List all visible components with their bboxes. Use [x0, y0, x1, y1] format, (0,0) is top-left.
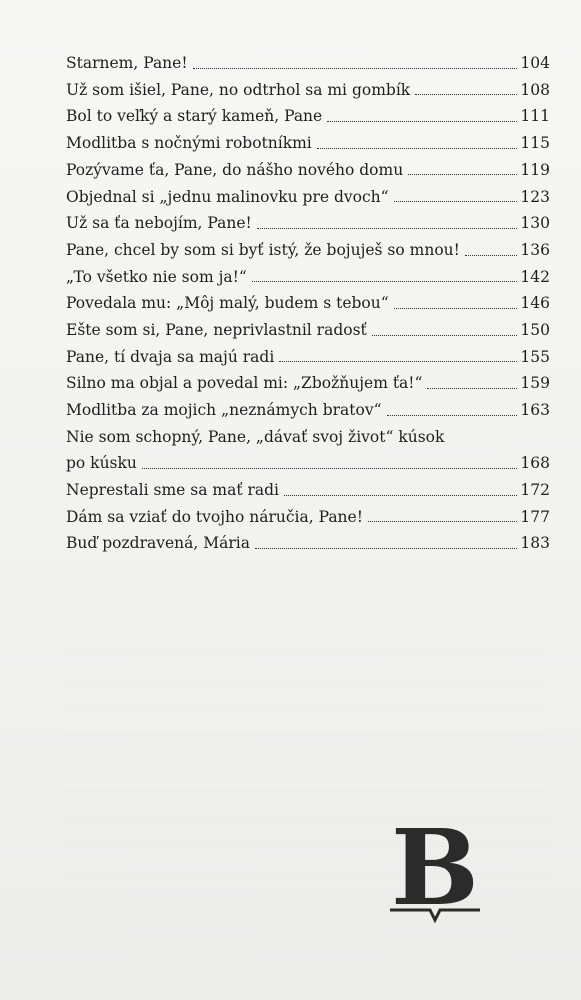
toc-entry-page: 150 [520, 320, 550, 339]
publisher-logo-icon [380, 812, 490, 932]
toc-entry-title: Pane, chcel by som si byť istý, že bojuješ so mnou! [66, 240, 460, 259]
toc-entry [66, 179, 550, 206]
dot-leader [193, 68, 518, 69]
toc-entry-page: 177 [520, 507, 550, 526]
toc-entry [66, 526, 550, 553]
dot-leader [257, 228, 518, 229]
toc-entry-title: Modlitba za mojich „neznámych bratov“ [66, 401, 382, 420]
toc-entry-title: Pane, tí dvaja sa majú radi [66, 347, 275, 366]
dot-leader [279, 361, 517, 362]
toc-entry-page: 155 [520, 347, 550, 366]
toc-entry [66, 126, 550, 153]
logo-letter: B [391, 812, 479, 929]
toc-entry-page: 172 [520, 481, 550, 500]
toc-entry-page: 159 [520, 374, 550, 393]
table-of-contents [66, 46, 550, 553]
toc-entry [66, 473, 550, 500]
dot-leader [284, 495, 517, 496]
toc-entry-title: Silno ma objal a povedal mi: „Zbožňujem ťa!“ [66, 374, 423, 393]
toc-entry-title-continued: po kúsku [66, 454, 137, 473]
toc-entry-title: Nie som schopný, Pane, „dávať svoj život“ kúsok [66, 427, 445, 446]
dot-leader [317, 148, 518, 149]
toc-entry [66, 153, 550, 180]
toc-entry-title: Ešte som si, Pane, neprivlastnil radosť [66, 320, 367, 339]
toc-entry-page: 111 [520, 107, 550, 126]
dot-leader [427, 388, 517, 389]
toc-entry [66, 313, 550, 340]
toc-entry-title: Povedala mu: „Môj malý, budem s tebou“ [66, 294, 389, 313]
toc-entry-page: 123 [520, 187, 550, 206]
toc-entry-page: 115 [520, 134, 550, 153]
toc-entry-page: 119 [520, 160, 550, 179]
dot-leader [372, 335, 518, 336]
dot-leader [415, 94, 517, 95]
toc-entry-title: Už sa ťa nebojím, Pane! [66, 214, 252, 233]
toc-entry-page: 183 [520, 534, 550, 553]
toc-entry [66, 393, 550, 420]
toc-entry-title: Dám sa vziať do tvojho náručia, Pane! [66, 507, 363, 526]
toc-entry [66, 500, 550, 527]
dot-leader [368, 521, 517, 522]
toc-entry-title: Pozývame ťa, Pane, do nášho nového domu [66, 160, 404, 179]
toc-entry-title: Objednal si „jednu malinovku pre dvoch“ [66, 187, 389, 206]
toc-entry-page: 136 [520, 240, 550, 259]
toc-entry [66, 233, 550, 260]
toc-entry [66, 73, 550, 100]
toc-entry-page: 163 [520, 401, 550, 420]
toc-entry [66, 340, 550, 367]
toc-entry-title: Starnem, Pane! [66, 54, 188, 73]
dot-leader [255, 548, 517, 549]
toc-entry-page: 104 [520, 54, 550, 73]
toc-entry-title: „To všetko nie som ja!“ [66, 267, 247, 286]
toc-entry-title: Bol to veľký a starý kameň, Pane [66, 107, 323, 126]
toc-entry-title: Neprestali sme sa mať radi [66, 481, 280, 500]
toc-entry-page: 168 [520, 454, 550, 473]
dot-leader [465, 255, 518, 256]
toc-entry-title: Buď pozdravená, Mária [66, 534, 250, 553]
toc-entry-page: 142 [520, 267, 550, 286]
toc-entry [66, 260, 550, 287]
dot-leader [394, 308, 518, 309]
dot-leader [252, 281, 518, 282]
dot-leader [387, 415, 518, 416]
toc-entry-title: Už som išiel, Pane, no odtrhol sa mi gombík [66, 80, 411, 99]
dot-leader [408, 174, 517, 175]
toc-entry [66, 206, 550, 233]
toc-entry [66, 420, 550, 473]
dot-leader [327, 121, 517, 122]
toc-entry-page: 108 [520, 80, 550, 99]
dot-leader [142, 468, 518, 469]
toc-entry [66, 46, 550, 73]
toc-entry-page: 130 [520, 214, 550, 233]
toc-entry [66, 286, 550, 313]
toc-entry-page: 146 [520, 294, 550, 313]
toc-entry-title: Modlitba s nočnými robotníkmi [66, 134, 312, 153]
toc-entry [66, 366, 550, 393]
dot-leader [394, 201, 518, 202]
toc-entry [66, 99, 550, 126]
